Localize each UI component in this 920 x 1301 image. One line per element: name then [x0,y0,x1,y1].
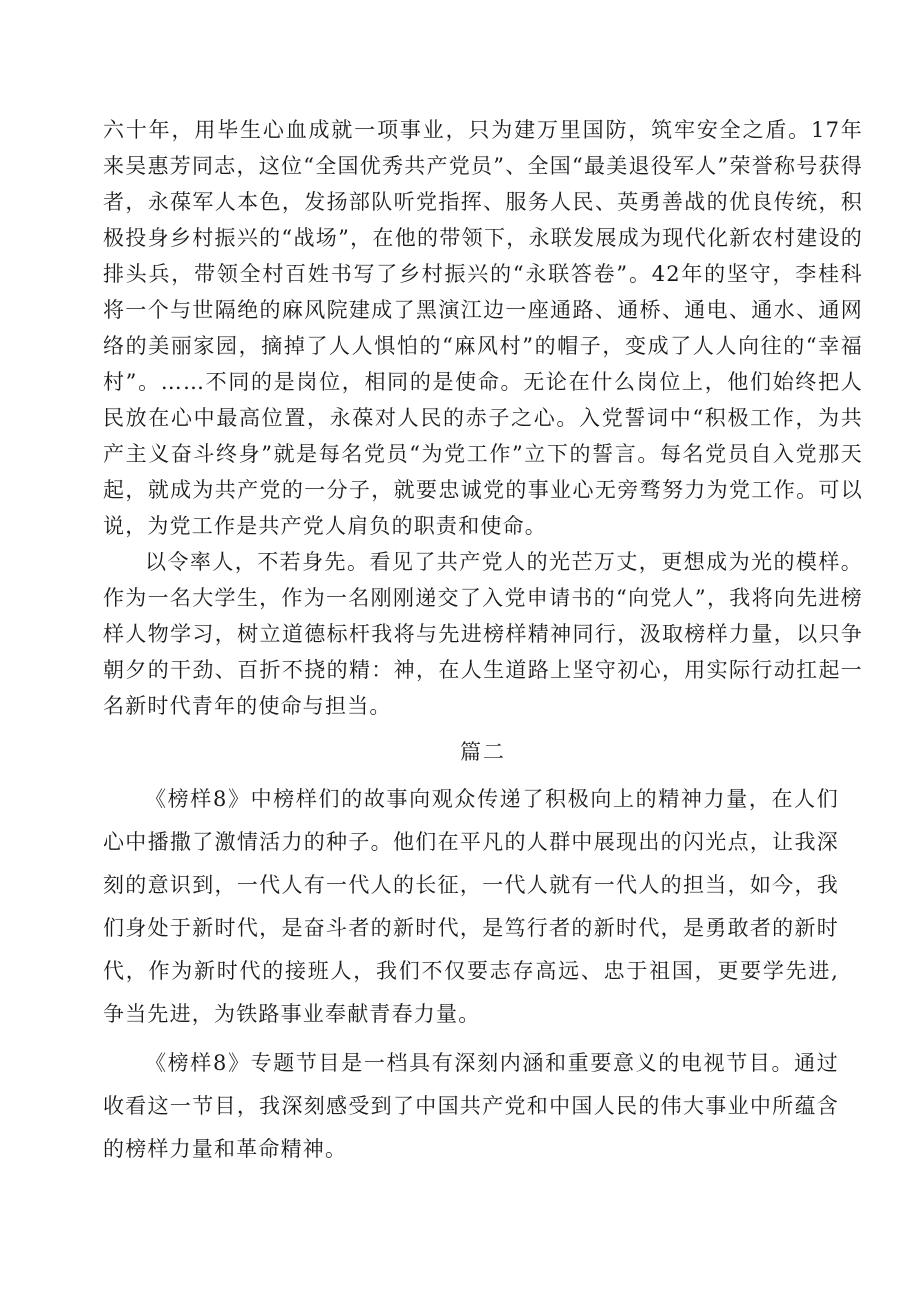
document-page [103,112,863,1171]
paragraph-student-pledge: 以令率人，不若身先。看见了共产党人的光芒万丈，更想成为光的模样。作为一名大学生，作为一名刚刚递交了入党申请书的“向党人”，我将向先进榜样人物学习，树立道德标杆我将与先进榜样精神同行，汲取榜样力量，以只争朝夕的干劲、百折不挠的精：神，在人生道路上坚守初心，用实际行动扛起一名新时代青年的使命与担当。 [103,550,863,718]
paragraph-role-models: 六十年，用毕生心血成就一项事业，只为建万里国防，筑牢安全之盾。17年来吴惠芳同志，这位“全国优秀共产党员”、全国“最美退役军人”荣誉称号获得者，永葆军人本色，发扬部队听党指挥、服务人民、英勇善战的优良传统，积极投身乡村振兴的“战场”，在他的带领下，永联发展成为现代化新农村建设的排头兵，带领全村百姓书写了乡村振兴的“永联答卷”。42年的坚守，李桂科将一个与世隔绝的麻风院建成了黑演江边一座通路、通桥、通电、通水、通网络的美丽家园，摘掉了人人惧怕的“麻风村”的帽子，变成了人人向往的“幸福村”。……不同的是岗位，相同的是使命。无论在什么岗位上，他们始终把人民放在心中最高位置，永葆对人民的赤子之心。入党誓词中“积极工作，为共产主义奋斗终身”就是每名党员“为党工作”立下的誓言。每名党员自入党那天起，就成为共产党的一分子，就要忠诚党的事业心无旁骛努力为党工作。可以说，为党工作是共产党人肩负的职责和使命。 [103,118,863,538]
section-heading: 篇二 [460,740,506,764]
section-two [103,778,839,1171]
paragraph-program-story: 《榜样8》中榜样们的故事向观众传递了积极向上的精神力量，在人们心中播撒了激情活力的种子。他们在平凡的人群中展现出的闪光点，让我深刻的意识到，一代人有一代人的长征，一代人就有一代人的担当，如今，我们身处于新时代，是奋斗者的新时代，是笃行者的新时代，是勇敢者的新时代，作为新时代的接班人，我们不仅要志存高远、忠于祖国，更要学先进,争当先进，为铁路事业奉献青春力量。 [103,787,839,1026]
paragraph-program-summary: 《榜样8》专题节目是一档具有深刻内涵和重要意义的电视节目。通过收看这一节目，我深刻感受到了中国共产党和中国人民的伟大事业中所蕴含的榜样力量和革命精神。 [103,1051,839,1161]
